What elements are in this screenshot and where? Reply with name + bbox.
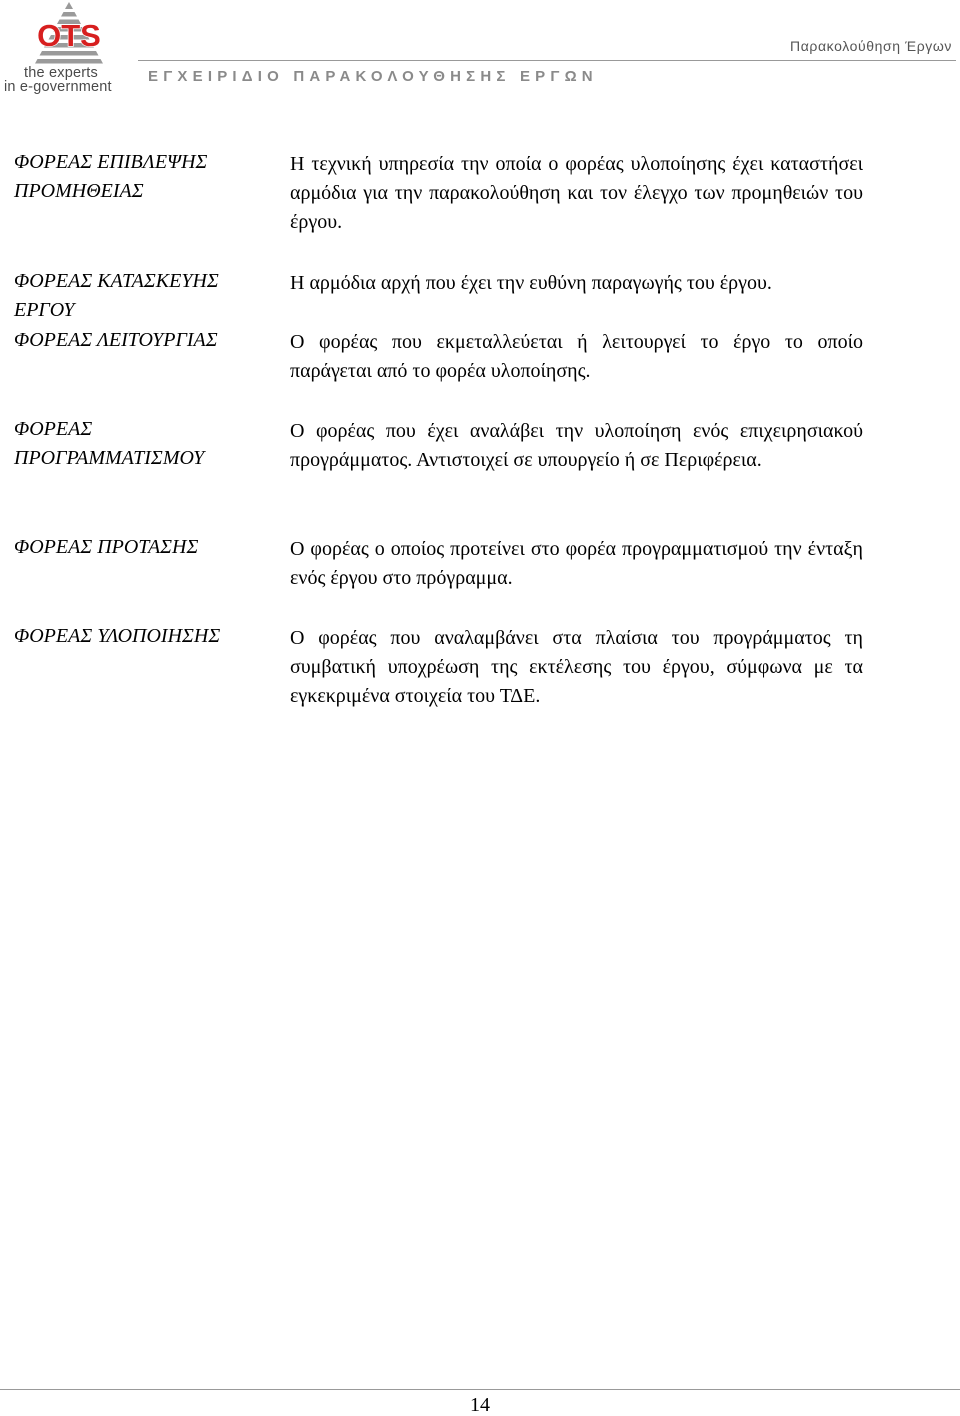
glossary-term: ΦΟΡΕΑΣ ΕΠΙΒΛΕΨΗΣ ΠΡΟΜΗΘΕΙΑΣ	[14, 151, 208, 202]
logo-tagline-line2: in e-government	[4, 79, 112, 95]
document-title: Παρακολούθηση Έργων	[789, 38, 952, 54]
glossary-definition: Η τεχνική υπηρεσία την οποία ο φορέας υλοποίησης έχει καταστήσει αρμόδια για την παρακολούθηση και τον έλεγχο των προμηθειών του έργου.	[290, 153, 863, 233]
glossary-definition: Ο φορέας ο οποίος προτείνει στο φορέα προγραμματισμού την ένταξη ενός έργου στο πρόγραμμα.	[290, 538, 863, 589]
ots-pyramid-logo-icon	[2, 0, 136, 66]
glossary-term: ΦΟΡΕΑΣ ΠΡΟΓΡΑΜΜΑΤΙΣΜΟΥ	[14, 418, 205, 469]
ots-logo	[2, 0, 136, 96]
glossary-term: ΦΟΡΕΑΣ ΛΕΙΤΟΥΡΓΙΑΣ	[14, 329, 218, 351]
glossary-definition: Ο φορέας που αναλαμβάνει στα πλαίσια του προγράμματος τη συμβατική υποχρέωση της εκτέλεσης του έργου, σύμφωνα με τα εγκεκριμένα στοιχεία του ΤΔΕ.	[290, 627, 863, 707]
glossary-term: ΦΟΡΕΑΣ ΥΛΟΠΟΙΗΣΗΣ	[14, 625, 221, 647]
page-number: 14	[470, 1394, 490, 1416]
header-divider	[138, 60, 956, 61]
page-header	[0, 0, 960, 100]
glossary-term: ΦΟΡΕΑΣ ΚΑΤΑΣΚΕΥΗΣ ΕΡΓΟΥ	[14, 270, 219, 321]
logo-tagline-line1: the experts	[24, 65, 98, 81]
glossary-definition: Ο φορέας που εκμεταλλεύεται ή λειτουργεί το έργο το οποίο παράγεται από το φορέα υλοποίησης.	[290, 331, 863, 382]
glossary-definition: Ο φορέας που έχει αναλάβει την υλοποίηση ενός επιχειρησιακού προγράμματος. Αντιστοιχεί σε υπουργείο ή σε Περιφέρεια.	[290, 420, 863, 471]
logo-wordmark: OTS	[37, 18, 101, 53]
glossary-term: ΦΟΡΕΑΣ ΠΡΟΤΑΣΗΣ	[14, 536, 199, 558]
glossary-definition: Η αρμόδια αρχή που έχει την ευθύνη παραγωγής του έργου.	[290, 272, 772, 294]
guide-title: ΕΓΧΕΙΡΙΔΙΟ ΠΑΡΑΚΟΛΟΥΘΗΣΗΣ ΕΡΓΩΝ	[148, 68, 598, 85]
footer-divider	[0, 1389, 960, 1390]
